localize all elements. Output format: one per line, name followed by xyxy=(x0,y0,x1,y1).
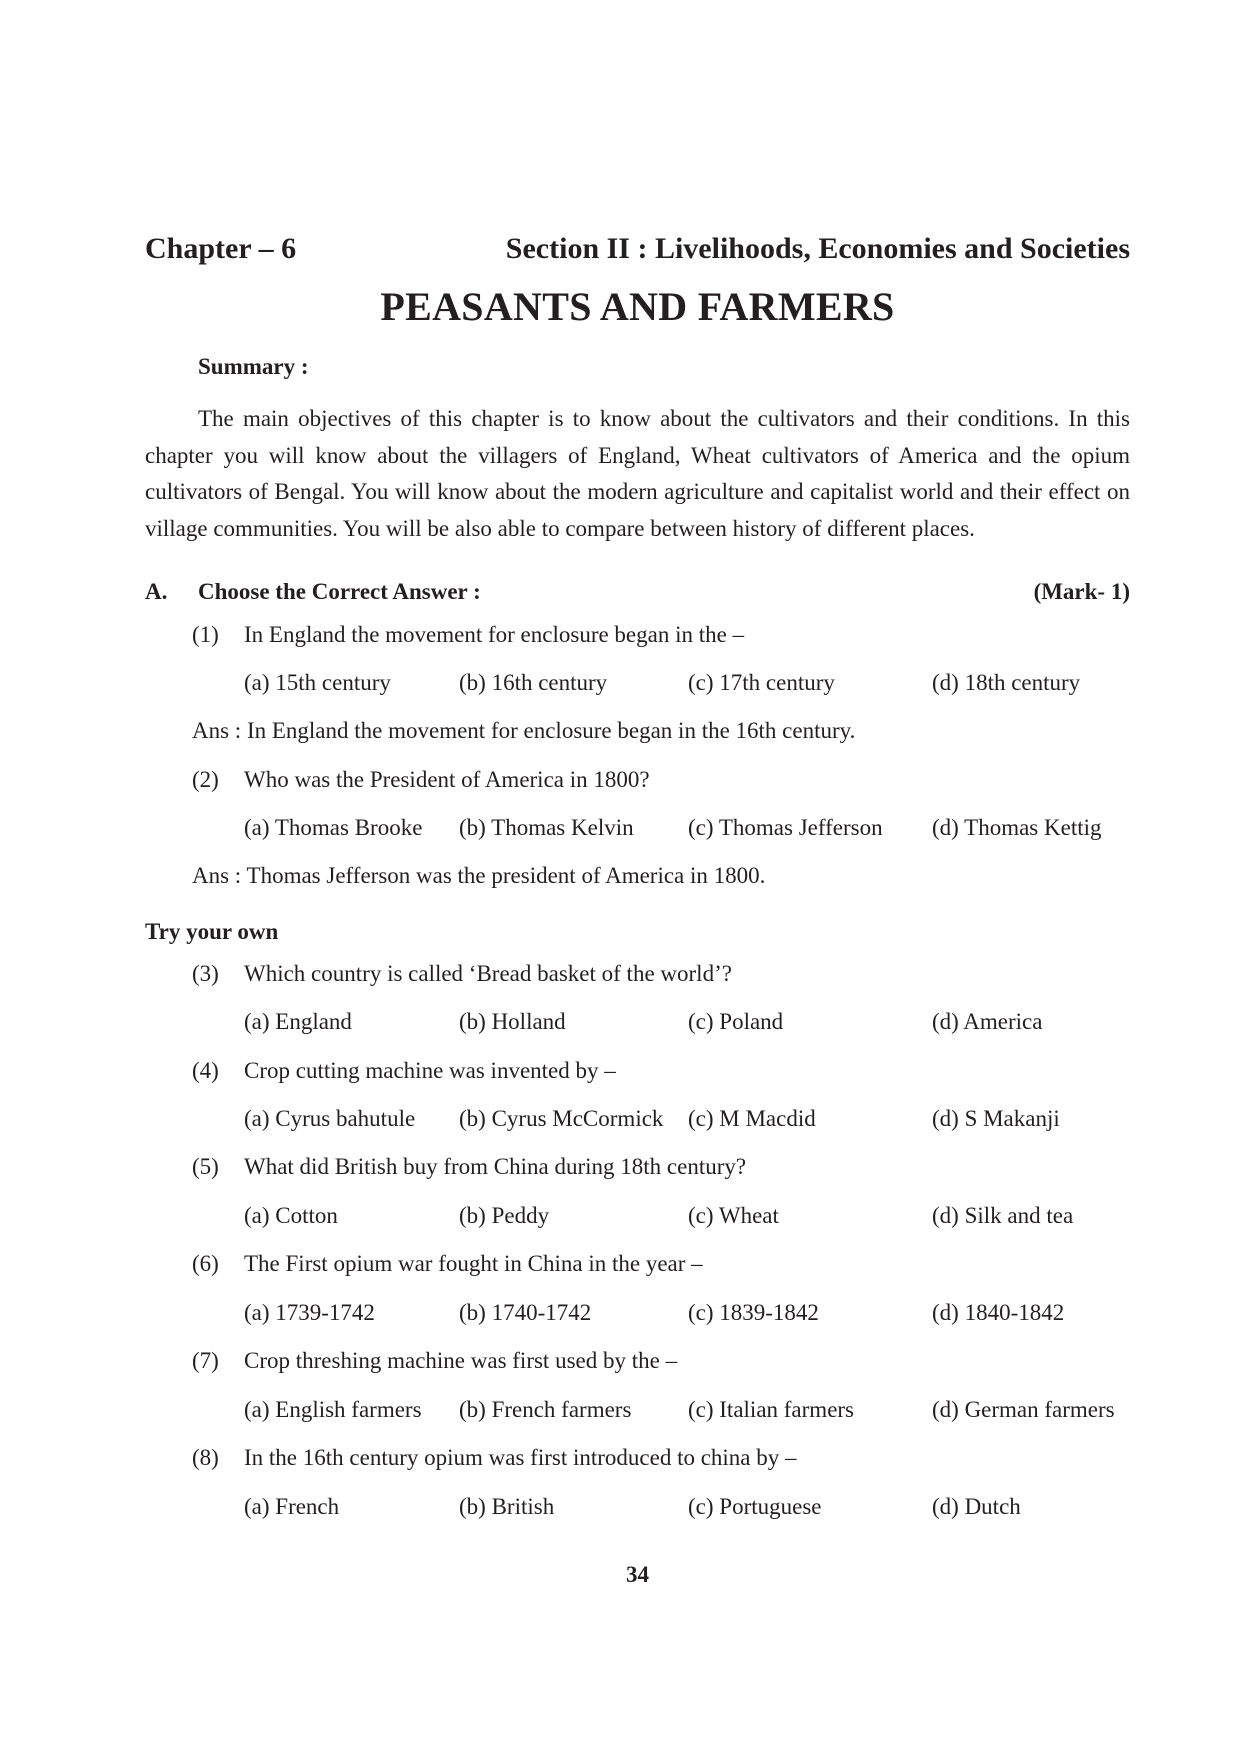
page-number: 34 xyxy=(626,1562,649,1587)
question-6 xyxy=(145,1251,1130,1283)
question-number: (4) xyxy=(192,1058,219,1083)
question-3 xyxy=(145,961,1130,993)
option-b: (b) Cyrus McCormick xyxy=(459,1106,664,1131)
question-1 xyxy=(145,622,1130,654)
option-a: (a) French xyxy=(244,1494,340,1519)
question-2-options xyxy=(145,815,1130,847)
question-5 xyxy=(145,1154,1130,1186)
option-d: (d) S Makanji xyxy=(932,1106,1060,1131)
question-text: Crop threshing machine was first used by the – xyxy=(244,1348,678,1373)
summary-heading: Summary : xyxy=(198,354,309,379)
option-b: (b) 16th century xyxy=(459,670,608,695)
section-heading: Choose the Correct Answer : xyxy=(198,579,481,604)
option-a: (a) Cyrus bahutule xyxy=(244,1106,416,1131)
chapter-label: Chapter – 6 xyxy=(145,232,297,265)
option-c: (c) Poland xyxy=(688,1009,784,1034)
option-d: (d) America xyxy=(932,1009,1043,1034)
question-text: In the 16th century opium was first introduced to china by – xyxy=(244,1445,797,1470)
question-7-options xyxy=(145,1397,1130,1429)
question-number: (8) xyxy=(192,1445,219,1470)
question-number: (3) xyxy=(192,961,219,986)
option-c: (c) Wheat xyxy=(688,1203,779,1228)
question-1-options xyxy=(145,670,1130,702)
option-d: (d) 18th century xyxy=(932,670,1081,695)
page-title: PEASANTS AND FARMERS xyxy=(380,284,895,329)
question-3-options xyxy=(145,1009,1130,1041)
option-b: (b) French farmers xyxy=(459,1397,632,1422)
question-text: Who was the President of America in 1800? xyxy=(244,767,650,792)
option-d: (d) 1840-1842 xyxy=(932,1300,1065,1325)
option-b: (b) Holland xyxy=(459,1009,566,1034)
option-a: (a) 1739-1742 xyxy=(244,1300,375,1325)
section-label: Section II : Livelihoods, Economies and Societies xyxy=(505,232,1130,265)
question-text: Crop cutting machine was invented by – xyxy=(244,1058,616,1083)
question-7 xyxy=(145,1348,1130,1380)
page-header xyxy=(145,232,1130,272)
question-text: What did British buy from China during 18th century? xyxy=(244,1154,747,1179)
question-5-options xyxy=(145,1203,1130,1235)
option-d: (d) Thomas Kettig xyxy=(932,815,1102,840)
question-8 xyxy=(145,1445,1130,1477)
option-c: (c) Italian farmers xyxy=(688,1397,855,1422)
option-b: (b) Thomas Kelvin xyxy=(459,815,634,840)
question-number: (1) xyxy=(192,622,219,647)
option-c: (c) M Macdid xyxy=(688,1106,816,1131)
option-b: (b) Peddy xyxy=(459,1203,550,1228)
option-c: (c) 1839-1842 xyxy=(688,1300,819,1325)
option-a: (a) 15th century xyxy=(244,670,391,695)
option-c: (c) Portuguese xyxy=(688,1494,822,1519)
question-4 xyxy=(145,1058,1130,1090)
question-4-options xyxy=(145,1106,1130,1138)
option-c: (c) 17th century xyxy=(688,670,835,695)
option-d: (d) Silk and tea xyxy=(932,1203,1074,1228)
section-letter: A. xyxy=(145,579,168,604)
option-b: (b) 1740-1742 xyxy=(459,1300,592,1325)
question-number: (2) xyxy=(192,767,219,792)
section-marks: (Mark- 1) xyxy=(1033,579,1130,604)
question-text: The First opium war fought in China in the year – xyxy=(244,1251,703,1276)
question-text: Which country is called ‘Bread basket of the world’? xyxy=(244,961,732,986)
option-d: (d) Dutch xyxy=(932,1494,1021,1519)
answer-text: Ans : Thomas Jefferson was the president of America in 1800. xyxy=(192,863,766,888)
option-a: (a) Cotton xyxy=(244,1203,338,1228)
option-a: (a) England xyxy=(244,1009,352,1034)
question-number: (5) xyxy=(192,1154,219,1179)
option-d: (d) German farmers xyxy=(932,1397,1115,1422)
question-6-options xyxy=(145,1300,1130,1332)
answer-1 xyxy=(145,718,1130,750)
option-b: (b) British xyxy=(459,1494,555,1519)
answer-text: Ans : In England the movement for enclosure began in the 16th century. xyxy=(192,718,856,743)
summary-text: The main objectives of this chapter is to know about the cultivators and their conditions. In this chapter you will know about the villagers of England, Wheat cultivators of America and the opium cultivators of Bengal. You will know about the modern agriculture and capitalist world and their effect on village communities. You will be also able to compare between history of different places. xyxy=(145,406,1130,541)
question-8-options xyxy=(145,1494,1130,1526)
question-number: (7) xyxy=(192,1348,219,1373)
option-a: (a) Thomas Brooke xyxy=(244,815,423,840)
option-a: (a) English farmers xyxy=(244,1397,422,1422)
option-c: (c) Thomas Jefferson xyxy=(688,815,883,840)
document-page xyxy=(145,0,1130,1755)
question-2 xyxy=(145,767,1130,799)
try-your-own-heading: Try your own xyxy=(145,919,279,944)
question-text: In England the movement for enclosure began in the – xyxy=(244,622,745,647)
answer-2 xyxy=(145,863,1130,895)
question-number: (6) xyxy=(192,1251,219,1276)
